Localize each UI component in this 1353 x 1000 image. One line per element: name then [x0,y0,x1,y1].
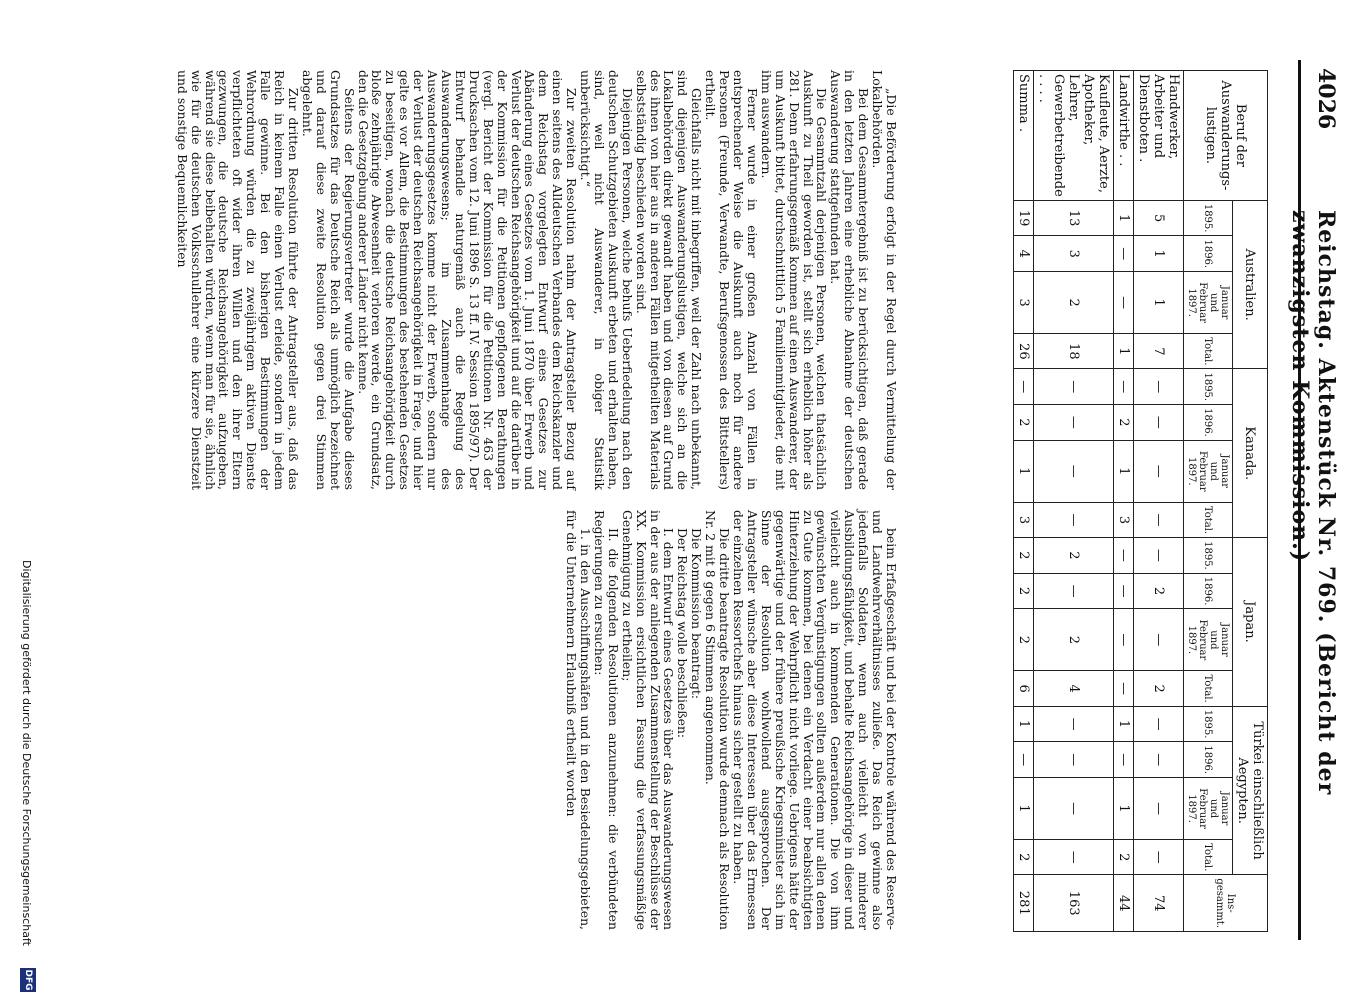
table-cell: — [1034,440,1114,502]
table-cell: 2 [1014,405,1034,441]
table-row [1014,71,1034,932]
table-cell: — [1134,502,1184,537]
paragraph: Zur dritten Resolution führte der Antragsteller aus, daß das Reich in keinem Falle einen Verlust erleide, sondern in jedem Falle gewinne. Bei den bisherigen Bestimmungen der Wehrordnung würden die zu zweijährigem aktiven Dienste verpflichteten oft wider ihren Willen und den ihrer Eltern gezwungen, die deutsche Reichsangehörigkeit aufzugeben, während sie diese beibehalten würden, wenn man für sie, ähnlich wie für die deutschen Volksschullehrer eine kürzere Dienstzeit und sonstige Bequemlichkeiten [174,70,302,490]
paragraph: I. dem Entwurf eines Gesetzes über das Auswanderungswesen in der aus der anliegenden Zusammenstellung der Beschlüsse der XX. Kommission ersichtlichen Fassung die verfassungsmäßige Genehmigung zu ertheilen; [619,510,677,930]
table-cell: 2 [1014,840,1034,875]
row-label: Landwirthe . . [1114,71,1134,201]
table-cell: — [1034,573,1114,609]
table-cell: — [1134,706,1184,742]
row-label: Summa . [1014,71,1034,201]
right-text-column [564,510,898,930]
emigration-table [1013,70,1268,932]
table-cell: — [1034,840,1114,875]
table-cell: 1 [1014,778,1034,840]
subcol-header: Total. [1184,334,1233,369]
subcol-header: 1896. [1184,405,1233,441]
table-cell: — [1134,369,1184,405]
table-cell: 1 [1114,778,1134,840]
subcol-header: 1895. [1184,706,1233,742]
page-header [1287,60,1345,940]
table-cell: — [1114,573,1134,609]
table-cell: 1 [1114,200,1134,236]
table-cell: 7 [1134,334,1184,369]
subcol-header: 1896. [1184,236,1233,272]
table-cell: 2 [1114,405,1134,441]
table-cell: — [1034,502,1114,537]
paragraph: Zur zweiten Resolution nahm der Antragsteller Bezug auf einen seitens des Alldeutschen Verbandes dem Reichskanzler und dem Reichstag vorgelegten Entwurf eines Gesetzes zur Abänderung eines Gesetzes vom 1. Juni 1870 über Erwerb und Verlust der deutschen Reichsangehörigkeit und auf die darüber in der Kommission für die Petitionen gepflogenen Berathungen (vergl. Bericht der Kommission für die Petitionen Nr. 463 der Drucksachen vom 12. Juni 1896 S. 13 ff. IV. Session 1895/97). Der Entwurf behandle naturgemäß auch die Regelung des Auswanderungswesens; im Zusammenhange des Auswanderungsgesetzes komme nicht der Erwerb, sondern nur der Verlust der deutschen Reichsangehörigkeit in Frage, und hier gelte es vor Allem, die Bestimmungen des bestehenden Gesetzes zu beseitigen, wonach die deutsche Reichsangehörigkeit durch bloße zehnjährige Abwesenheit verloren werde, ein Grundsatz, den die Gesetzgebung anderer Länder nicht kenne. [355,70,580,490]
table-cell: 74 [1134,875,1184,932]
left-text-column [175,70,898,490]
table-cell: — [1134,538,1184,574]
paragraph: Seitens der Regierungsvertreter wurde die Aufgabe dieses Grundsatzes für das Deutsche Reich als unmöglich bezeichnet und darauf diese zweite Resolution gegen drei Stimmen abgelehnt. [299,70,357,490]
subcol-header: 1895. [1184,369,1233,405]
table-cell: 2 [1034,272,1114,334]
table-cell: — [1114,236,1134,272]
subcol-header: Januar und Februar 1897. [1184,440,1233,502]
digitization-note: Digitalisierung gefördert durch die Deutsche Forschungsgemeinschaft [20,560,33,946]
paragraph: Die Gesammtzahl derjenigen Personen, welchen thatsächlich Auskunft zu Theil geworden ist, stellt sich erheblich höher als 281. Denn erfahrungsgemäß kommen auf einen Auswanderer, der um Auskunft bittet, durchschnittlich 5 Familienmitglieder, die mit ihm auswandern. [758,70,830,490]
table-cell: — [1114,609,1134,671]
table-cell: — [1134,405,1184,441]
paragraph: 1. in den Ausschiffungshäfen und in den Besiedelungsgebieten, für die Unternehmern Erlaubniß ertheilt worden [564,510,594,930]
table-cell: 3 [1014,272,1034,334]
paragraph: II. die folgenden Resolutionen anzunehmen: die verbündeten Regierungen zu ersuchen: [591,510,621,930]
row-label: Kaufleute, Aerzte, Apotheker, Lehrer, Gewerbetreibende . . . . [1034,71,1114,201]
table-cell: — [1114,272,1134,334]
table-cell: 2 [1134,573,1184,609]
table-cell: 2 [1034,609,1114,671]
table-cell: 3 [1014,502,1034,537]
table-cell: 3 [1114,502,1134,537]
table-cell: 4 [1014,236,1034,272]
table-cell: 44 [1114,875,1134,932]
table-cell: — [1134,742,1184,778]
table-body [1014,71,1184,932]
subcol-header: 1896. [1184,573,1233,609]
page-number: 4026 [1313,68,1339,130]
table-cell: 13 [1034,200,1114,236]
paragraph: Die dritte beantragte Resolution wurde demnach als Resolution Nr. 2 mit 8 gegen 6 Stimmen angenommen. [703,510,733,930]
col-beruf: Beruf der Auswanderungs-lustigen. [1184,71,1268,201]
table-cell: — [1134,440,1184,502]
table-cell: 1 [1114,440,1134,502]
table-cell: — [1134,778,1184,840]
table-cell: — [1114,369,1134,405]
table-cell: — [1034,706,1114,742]
paragraph: „Die Beförderung erfolgt in der Regel durch Vermittelung der Lokalbehörden. [870,70,899,490]
table-cell: — [1134,609,1184,671]
table-cell: 2 [1014,538,1034,574]
table-cell: 3 [1034,236,1114,272]
table-cell: 163 [1034,875,1114,932]
table-cell: 2 [1034,538,1114,574]
table-row [1034,71,1114,932]
table-cell: — [1014,742,1034,778]
table-cell: 4 [1034,671,1114,706]
table-cell: 1 [1014,440,1034,502]
col-gesammt: Ins-gesammt. [1184,875,1268,932]
table-cell: 2 [1134,671,1184,706]
paragraph: Gleichfalls nicht mit inbegriffen, weil der Zahl nach unbekannt, sind diejenigen Auswanderungslustigen, welche sich an die Lokalbehörden direkt gewandt haben und von diesen auf Grund des ihnen von hier aus in anderen Fällen mitgetheilten Materials selbstständig beschieden worden sind. [633,70,705,490]
table-cell: 19 [1014,200,1034,236]
paragraph: Diejenigen Personen, welche behufs Ueberfiedelung nach den deutschen Schutzgebieten Auskunft erbeten und erhalten haben, sind, weil nicht Auswanderer, in obiger Statistik unberücksichtigt.“ [578,70,635,490]
subcol-header: 1895. [1184,200,1233,236]
table-cell: 1 [1114,706,1134,742]
group-header: Australien. [1233,200,1268,369]
table-cell: 1 [1134,236,1184,272]
table-cell: 5 [1134,200,1184,236]
table-cell: 18 [1034,334,1114,369]
paragraph: Bei dem Gesammtergebniß ist zu berücksichtigen, daß gerade in den letzten Jahren eine erhebliche Abnahme der deutschen Auswanderung stattgefunden hat. [828,70,872,490]
table-cell: 2 [1014,573,1034,609]
header-rule [1298,60,1301,940]
table-cell: — [1034,742,1114,778]
table-cell: 281 [1014,875,1034,932]
subcol-header: Januar und Februar 1897. [1184,609,1233,671]
group-header: Japan. [1233,538,1268,707]
subcol-header: 1896. [1184,742,1233,778]
row-label: Handwerker, Arbeiter und Dienstboten . [1134,71,1184,201]
table-cell: — [1114,671,1134,706]
table-cell: — [1014,369,1034,405]
dfg-logo: DFG [20,968,36,992]
subheader-row [1184,71,1233,932]
subcol-header: 1895. [1184,538,1233,574]
subcol-header: Januar und Februar 1897. [1184,778,1233,840]
table-cell: 1 [1014,706,1034,742]
table-cell: 2 [1114,840,1134,875]
table-cell: — [1114,742,1134,778]
table-row [1134,71,1184,932]
group-header: Kanada. [1233,369,1268,538]
group-header: Türkei einschließlich Aegypten. [1233,706,1268,875]
table-cell: 26 [1014,334,1034,369]
page-title: Reichstag. Aktenstück Nr. 769. (Bericht der zwanzigsten Kommission.) [1287,210,1339,796]
table-cell: — [1134,840,1184,875]
table-cell: — [1114,538,1134,574]
subcol-header: Januar und Februar 1897. [1184,272,1233,334]
table-row [1114,71,1134,932]
table-cell: — [1034,778,1114,840]
paragraph: beim Erfaßgeschäft und bei der Kontrole während des Reserve- und Landwehrverhältnisses zuließe. Das Reich gewinne also jedenfalls Soldaten, wenn auch vielleicht von minderer Ausbildungsfähigkeit, und behalte Reichsangehörige in dieser und vielleicht auch in kommenden Generationen. Die von ihm gewünschten Vergünstigungen sollten außerdem nur allen denen zu Gute kommen, bei denen ein Verdacht einer beabsichtigten Hinterziehung der Wehrpflicht nicht vorliege. Uebrigens hätte der gegenwärtige und der frühere preußische Kriegsminister sich im Sinne der Resolution wohlwollend ausgesprochen. Der Antragsteller wünsche aber diese Interessen über das Ermessen der einzelnen Ressortchefs hinaus sicher gestellt zu haben. [731,510,899,930]
table-cell: 6 [1014,671,1034,706]
table-cell: — [1034,405,1114,441]
subcol-header: Total. [1184,671,1233,706]
paragraph: Die Kommission beantragt: [689,528,705,700]
paragraph: Der Reichstag wolle beschließen: [675,528,691,739]
table-cell: — [1034,369,1114,405]
paragraph: Ferner wurde in einer großen Anzahl von Fällen in entsprechender Weise die Auskunft auch noch für andere Personen (Freunde, Verwandte, Berufsgenossen des Bittstellers) ertheilt. [703,70,760,490]
table-cell: 1 [1114,334,1134,369]
table-cell: 2 [1014,609,1034,671]
table-cell: 1 [1134,272,1184,334]
subcol-header: Total. [1184,840,1233,875]
subcol-header: Total. [1184,502,1233,537]
